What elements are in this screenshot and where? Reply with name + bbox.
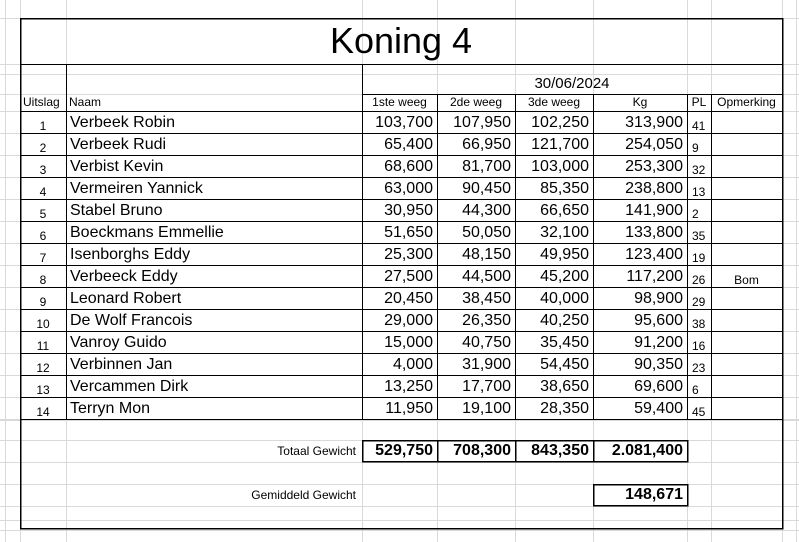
- cell-1ste-weeg[interactable]: 4,000: [392, 356, 433, 373]
- cell-2de-weeg[interactable]: 17,700: [462, 378, 511, 395]
- cell-3de-weeg[interactable]: 40,000: [540, 290, 589, 307]
- header-uitslag[interactable]: Uitslag: [23, 95, 60, 109]
- cell-3de-weeg[interactable]: 102,250: [531, 114, 589, 131]
- cell-opmerking[interactable]: [711, 357, 782, 379]
- cell-3de-weeg[interactable]: 28,350: [540, 400, 589, 417]
- cell-naam[interactable]: Stabel Bruno: [70, 202, 163, 219]
- cell-uitslag[interactable]: 4: [39, 185, 47, 199]
- cell-kg[interactable]: 133,800: [625, 224, 683, 241]
- cell-2de-weeg[interactable]: 107,950: [453, 114, 511, 131]
- cell-kg[interactable]: 117,200: [626, 268, 683, 285]
- cell-1ste-weeg[interactable]: 30,950: [384, 202, 433, 219]
- cell-uitslag[interactable]: 3: [39, 163, 47, 177]
- cell-opmerking[interactable]: [711, 401, 782, 423]
- cell-uitslag[interactable]: 7: [39, 251, 47, 265]
- cell-pl[interactable]: 16: [692, 339, 706, 353]
- cell-1ste-weeg[interactable]: 27,500: [384, 268, 433, 285]
- cell-1ste-weeg[interactable]: 65,400: [384, 136, 433, 153]
- cell-3de-weeg[interactable]: 54,450: [540, 356, 589, 373]
- cell-2de-weeg[interactable]: 19,100: [462, 400, 511, 417]
- cell-1ste-weeg[interactable]: 15,000: [384, 334, 433, 351]
- cell-uitslag[interactable]: 9: [39, 295, 47, 309]
- cell-kg[interactable]: 253,300: [625, 158, 683, 175]
- cell-2de-weeg[interactable]: 38,450: [462, 290, 511, 307]
- cell-uitslag[interactable]: 14: [36, 405, 50, 419]
- cell-2de-weeg[interactable]: 90,450: [462, 180, 511, 197]
- cell-kg[interactable]: 69,600: [634, 378, 683, 395]
- cell-naam[interactable]: Verbeeck Eddy: [70, 268, 178, 285]
- cell-uitslag[interactable]: 11: [36, 339, 50, 353]
- cell-opmerking[interactable]: [711, 181, 782, 203]
- cell-2de-weeg[interactable]: 31,900: [462, 356, 511, 373]
- header-opmerking[interactable]: Opmerking: [717, 95, 776, 109]
- cell-kg[interactable]: 313,900: [625, 114, 683, 131]
- header-3de-weeg[interactable]: 3de weeg: [527, 95, 581, 109]
- cell-opmerking[interactable]: [711, 203, 782, 225]
- cell-3de-weeg[interactable]: 103,000: [531, 158, 589, 175]
- cell-uitslag[interactable]: 8: [39, 273, 47, 287]
- cell-3de-weeg[interactable]: 40,250: [540, 312, 589, 329]
- cell-1ste-weeg[interactable]: 11,950: [385, 400, 433, 417]
- cell-kg[interactable]: 141,900: [625, 202, 683, 219]
- cell-naam[interactable]: Verbist Kevin: [70, 158, 164, 175]
- cell-naam[interactable]: Terryn Mon: [70, 400, 151, 417]
- cell-3de-weeg[interactable]: 32,100: [540, 224, 589, 241]
- cell-naam[interactable]: Vercammen Dirk: [70, 378, 189, 395]
- cell-pl[interactable]: 29: [692, 295, 706, 309]
- cell-uitslag[interactable]: 12: [36, 361, 50, 375]
- cell-1ste-weeg[interactable]: 68,600: [384, 158, 433, 175]
- cell-naam[interactable]: Verbinnen Jan: [70, 356, 173, 373]
- sheet-title[interactable]: Koning 4: [329, 20, 473, 61]
- cell-uitslag[interactable]: 6: [39, 229, 47, 243]
- totaal-kg[interactable]: 2.081,400: [611, 442, 683, 459]
- cell-opmerking[interactable]: [711, 313, 782, 335]
- cell-pl[interactable]: 19: [692, 251, 706, 265]
- cell-3de-weeg[interactable]: 35,450: [540, 334, 589, 351]
- cell-kg[interactable]: 59,400: [634, 400, 683, 417]
- cell-kg[interactable]: 254,050: [625, 136, 683, 153]
- cell-pl[interactable]: 45: [692, 405, 706, 419]
- cell-uitslag[interactable]: 13: [36, 383, 50, 397]
- cell-opmerking[interactable]: [711, 379, 782, 401]
- cell-2de-weeg[interactable]: 26,350: [462, 312, 511, 329]
- header-2de-weeg[interactable]: 2de weeg: [449, 95, 503, 109]
- cell-3de-weeg[interactable]: 66,650: [540, 202, 589, 219]
- cell-1ste-weeg[interactable]: 29,000: [384, 312, 433, 329]
- cell-naam[interactable]: Boeckmans Emmellie: [70, 224, 224, 241]
- header-kg[interactable]: Kg: [632, 95, 648, 109]
- cell-1ste-weeg[interactable]: 13,250: [384, 378, 433, 395]
- cell-pl[interactable]: 13: [692, 185, 706, 199]
- cell-naam[interactable]: Verbeek Rudi: [70, 136, 167, 153]
- cell-pl[interactable]: 26: [692, 273, 706, 287]
- cell-pl[interactable]: 35: [692, 229, 706, 243]
- cell-naam[interactable]: Vermeiren Yannick: [70, 180, 203, 197]
- cell-pl[interactable]: 41: [692, 119, 706, 133]
- cell-naam[interactable]: De Wolf Francois: [70, 312, 193, 329]
- totaal-3de-weeg[interactable]: 843,350: [531, 442, 589, 459]
- cell-3de-weeg[interactable]: 45,200: [540, 268, 589, 285]
- cell-pl[interactable]: 6: [692, 383, 699, 397]
- header-pl[interactable]: PL: [691, 95, 707, 109]
- cell-kg[interactable]: 90,350: [634, 356, 683, 373]
- cell-2de-weeg[interactable]: 66,950: [462, 136, 511, 153]
- totaal-2de-weeg[interactable]: 708,300: [453, 442, 511, 459]
- cell-2de-weeg[interactable]: 81,700: [462, 158, 511, 175]
- cell-2de-weeg[interactable]: 40,750: [462, 334, 511, 351]
- cell-pl[interactable]: 38: [692, 317, 706, 331]
- cell-2de-weeg[interactable]: 48,150: [462, 246, 511, 263]
- cell-pl[interactable]: 2: [692, 207, 699, 221]
- cell-kg[interactable]: 123,400: [625, 246, 683, 263]
- cell-3de-weeg[interactable]: 121,700: [531, 136, 589, 153]
- cell-pl[interactable]: 32: [692, 163, 706, 177]
- cell-uitslag[interactable]: 1: [39, 119, 47, 133]
- header-1ste-weeg[interactable]: 1ste weeg: [372, 95, 427, 109]
- cell-1ste-weeg[interactable]: 51,650: [384, 224, 433, 241]
- gemiddeld-gewicht-label[interactable]: Gemiddeld Gewicht: [251, 488, 356, 502]
- cell-opmerking[interactable]: [711, 159, 782, 181]
- cell-1ste-weeg[interactable]: 20,450: [384, 290, 433, 307]
- cell-1ste-weeg[interactable]: 103,700: [375, 114, 433, 131]
- cell-kg[interactable]: 98,900: [634, 290, 683, 307]
- cell-naam[interactable]: Isenborghs Eddy: [70, 246, 191, 263]
- cell-opmerking[interactable]: [711, 247, 782, 269]
- cell-naam[interactable]: Leonard Robert: [70, 290, 182, 307]
- cell-opmerking[interactable]: [711, 137, 782, 159]
- cell-1ste-weeg[interactable]: 63,000: [384, 180, 433, 197]
- gemiddeld-gewicht-value[interactable]: 148,671: [625, 486, 683, 503]
- cell-kg[interactable]: 95,600: [634, 312, 683, 329]
- cell-1ste-weeg[interactable]: 25,300: [384, 246, 433, 263]
- cell-kg[interactable]: 91,200: [634, 334, 683, 351]
- cell-3de-weeg[interactable]: 38,650: [540, 378, 589, 395]
- cell-2de-weeg[interactable]: 50,050: [462, 224, 511, 241]
- cell-3de-weeg[interactable]: 85,350: [540, 180, 589, 197]
- cell-naam[interactable]: Verbeek Robin: [70, 114, 175, 131]
- totaal-1ste-weeg[interactable]: 529,750: [375, 442, 433, 459]
- cell-kg[interactable]: 238,800: [625, 180, 683, 197]
- totaal-gewicht-label[interactable]: Totaal Gewicht: [277, 444, 356, 458]
- header-naam[interactable]: Naam: [69, 95, 102, 109]
- date-cell[interactable]: 30/06/2024: [534, 75, 610, 92]
- cell-opmerking[interactable]: [711, 115, 782, 137]
- cell-pl[interactable]: 9: [692, 141, 699, 155]
- cell-opmerking[interactable]: Bom: [734, 273, 759, 287]
- cell-opmerking[interactable]: [711, 335, 782, 357]
- cell-uitslag[interactable]: 10: [36, 317, 50, 331]
- cell-uitslag[interactable]: 5: [39, 207, 47, 221]
- cell-opmerking[interactable]: [711, 225, 782, 247]
- cell-2de-weeg[interactable]: 44,500: [462, 268, 511, 285]
- cell-uitslag[interactable]: 2: [39, 141, 47, 155]
- cell-pl[interactable]: 23: [692, 361, 706, 375]
- cell-naam[interactable]: Vanroy Guido: [70, 334, 167, 351]
- cell-opmerking[interactable]: [711, 291, 782, 313]
- cell-3de-weeg[interactable]: 49,950: [540, 246, 589, 263]
- cell-2de-weeg[interactable]: 44,300: [462, 202, 511, 219]
